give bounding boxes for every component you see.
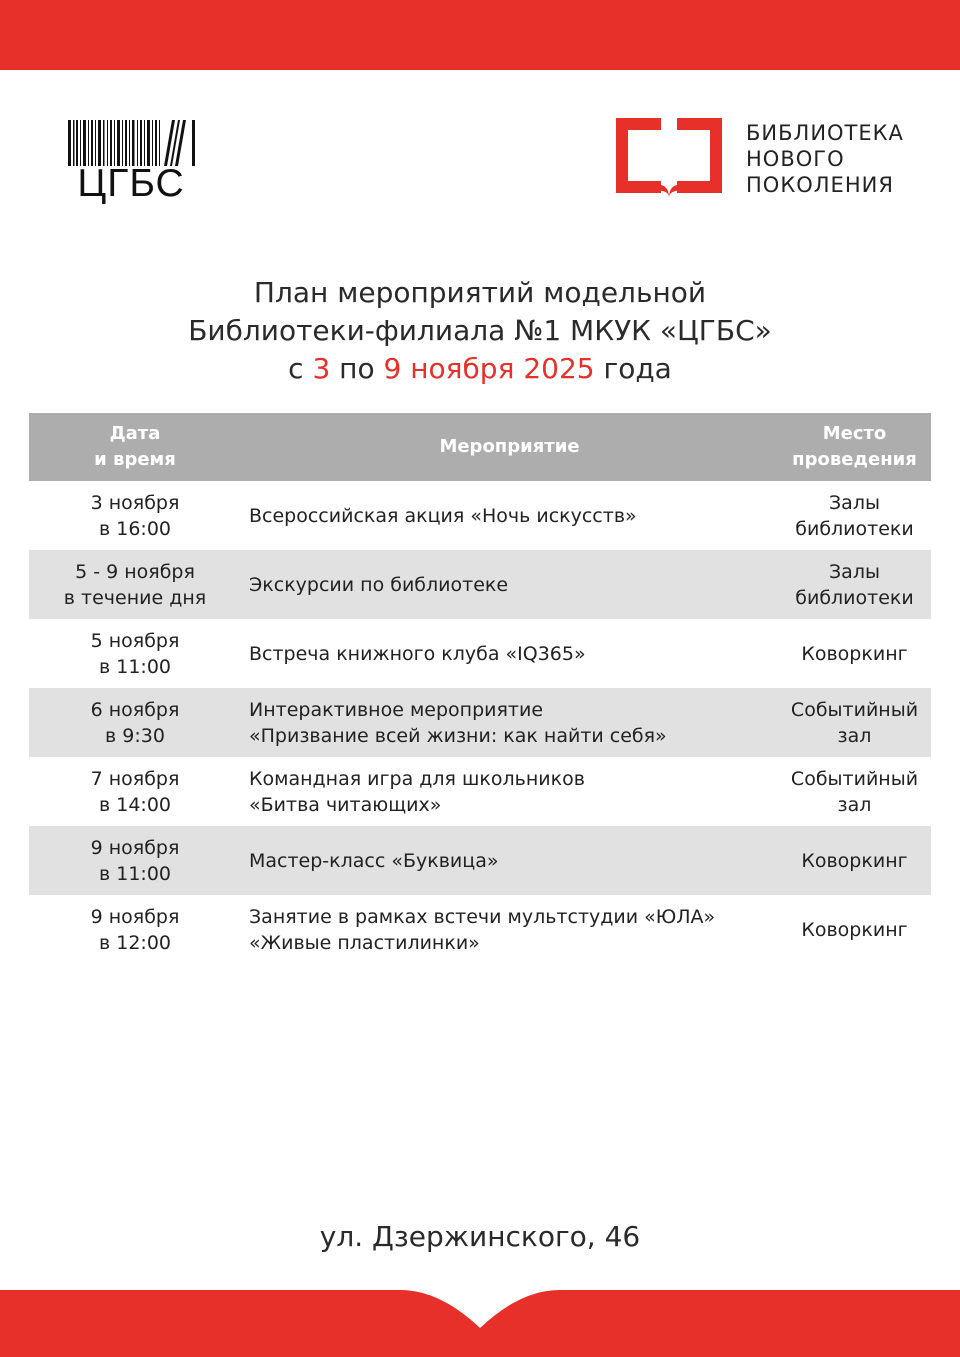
place-line-1: Событийный [790,767,919,790]
row-place [778,619,931,688]
place-line-1: Коворкинг [801,918,908,941]
place-line-1: Событийный [790,698,919,721]
title-prefix: с [288,352,313,385]
event-line-2: «Призвание всей жизни: как найти себя» [249,724,667,747]
table-row [29,895,931,964]
row-event [241,481,778,550]
place-line-1: Залы [829,560,880,583]
time-line: в 11:00 [99,862,171,885]
row-place [778,757,931,826]
header-event [241,413,778,481]
title-date-to: 9 ноября 2025 [383,352,595,385]
library-brand-text [746,120,904,198]
event-line-1: Мастер-класс «Буквица» [249,849,499,872]
row-date [29,688,241,757]
row-place [778,826,931,895]
place-line-2: зал [837,793,872,816]
row-date [29,481,241,550]
row-place [778,481,931,550]
book-wave-shape [0,1290,960,1357]
place-line-2: библиотеки [795,586,914,609]
barcode-icon [66,120,198,166]
row-event [241,550,778,619]
place-line-1: Коворкинг [801,849,908,872]
date-line: 5 - 9 ноября [75,560,195,583]
table-header-row [29,413,931,481]
event-line-1: Интерактивное мероприятие [249,698,544,721]
header-event-label: Мероприятие [439,436,580,457]
header-place-line-2: проведения [792,449,917,470]
event-line-1: Экскурсии по библиотеке [249,573,509,596]
title-middle: по [330,352,384,385]
date-line: 5 ноября [90,629,180,652]
date-line: 3 ноября [90,491,180,514]
top-red-band [0,0,960,70]
table-row [29,757,931,826]
bottom-red-band [0,1268,960,1357]
table-row [29,481,931,550]
table-row [29,550,931,619]
place-line-2: библиотеки [795,517,914,540]
time-line: в 14:00 [99,793,171,816]
new-generation-library-logo [616,118,906,202]
row-event [241,826,778,895]
title-line-3 [0,350,960,388]
event-line-1: Занятие в рамках встечи мультстудии «ЮЛА» [249,905,716,928]
row-event [241,688,778,757]
cgbs-logo [66,120,198,206]
row-place [778,895,931,964]
title-day-from: 3 [312,352,331,385]
event-line-1: Командная игра для школьников [249,767,585,790]
row-date [29,619,241,688]
table-row [29,619,931,688]
open-book-icon [616,118,722,198]
event-line-2: «Битва читающих» [249,793,442,816]
event-line-1: Всероссийская акция «Ночь искусств» [249,504,637,527]
header-place [778,413,931,481]
row-place [778,688,931,757]
place-line-1: Коворкинг [801,642,908,665]
event-line-1: Встреча книжного клуба «IQ365» [249,642,586,665]
event-line-2: «Живые пластилинки» [249,931,480,954]
time-line: в 11:00 [99,655,171,678]
events-table [29,413,931,964]
row-place [778,550,931,619]
title-line-2: Библиотеки-филиала №1 МКУК «ЦГБС» [188,314,772,347]
row-date [29,895,241,964]
row-event [241,757,778,826]
place-line-1: Залы [829,491,880,514]
row-date [29,757,241,826]
header-date-line-1: Дата [109,423,161,444]
date-line: 9 ноября [90,836,180,859]
footer-address: ул. Дзержинского, 46 [319,1220,641,1253]
header-place-line-1: Место [822,423,887,444]
title-suffix: года [594,352,672,385]
time-line: в течение дня [63,586,207,609]
time-line: в 9:30 [105,724,165,747]
place-line-2: зал [837,724,872,747]
cgbs-logo-text: ЦГБС [77,162,185,205]
page-title [0,274,960,388]
time-line: в 12:00 [99,931,171,954]
row-date [29,826,241,895]
table-row [29,688,931,757]
row-date [29,550,241,619]
date-line: 6 ноября [90,698,180,721]
row-event [241,895,778,964]
header-date-line-2: и время [94,449,176,470]
row-event [241,619,778,688]
title-line-1: План мероприятий модельной [253,276,707,309]
header-date [29,413,241,481]
brand-line-3: ПОКОЛЕНИЯ [746,173,894,197]
brand-line-2: НОВОГО [746,147,845,171]
time-line: в 16:00 [99,517,171,540]
date-line: 9 ноября [90,905,180,928]
table-row [29,826,931,895]
brand-line-1: БИБЛИОТЕКА [746,121,904,145]
date-line: 7 ноября [90,767,180,790]
